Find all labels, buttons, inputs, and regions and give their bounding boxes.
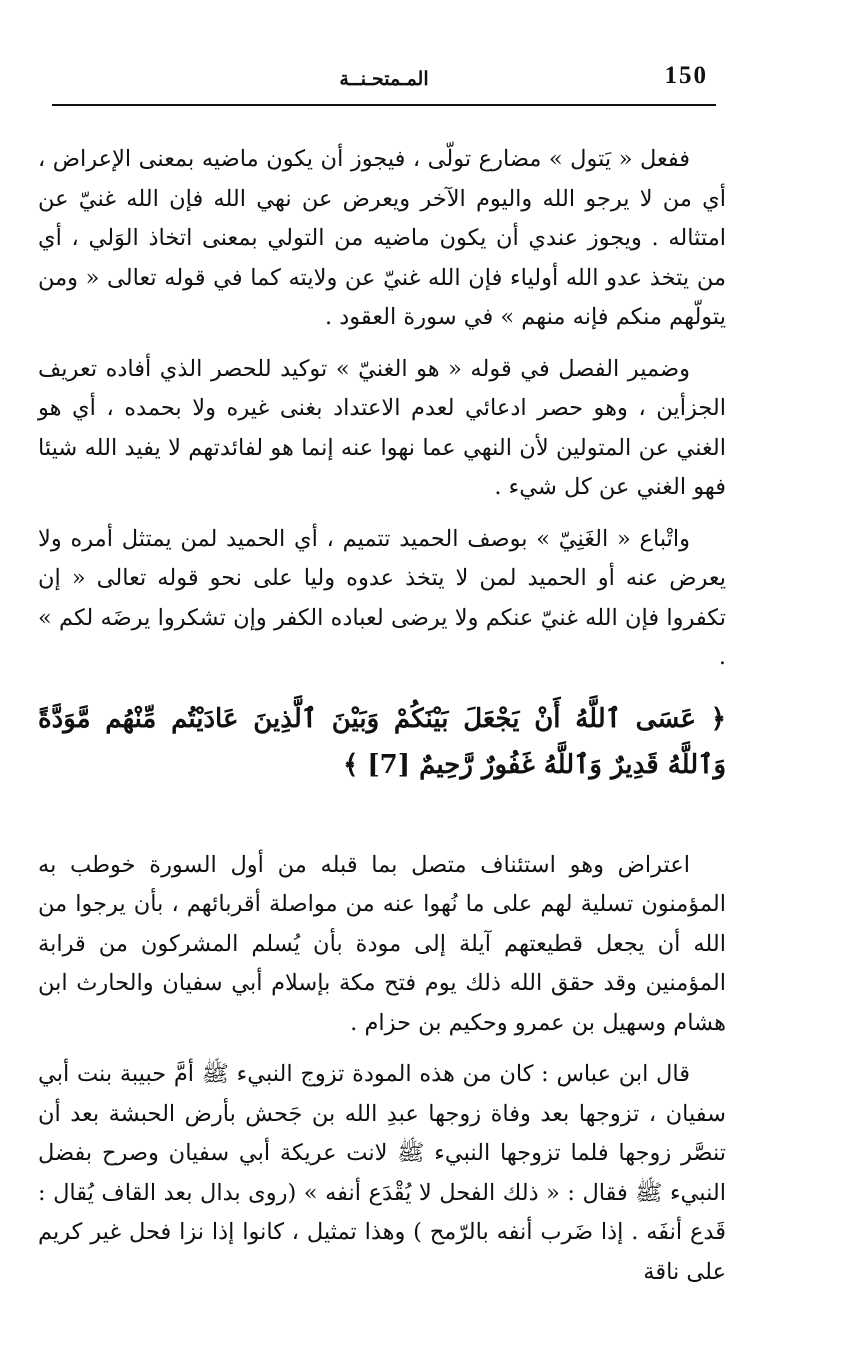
page-number: 150 — [664, 62, 708, 89]
paragraph-5: قال ابن عباس : كان من هذه المودة تزوج النبيء ﷺ أمَّ حبيبة بنت أبي سفيان ، تزوجها بعد وفاة زوجها عبدِ الله بن جَحش بأرض الحبشة بعد أن تنصَّر زوجها فلما تزوجها النبيء ﷺ لانت عريكة أبي سفيان وصرح بفضل النبيء ﷺ فقال : « ذلك الفحل لا يُقْدَع أنفه » (روى بدال بعد القاف يُقال : قَدع أنفَه . إذا ضَرب أنفه بالرّمح ) وهذا تمثيل ، كانوا إذا نزا فحل غير كريم على ناقة — [38, 1061, 726, 1285]
paragraph-4: اعتراض وهو استئناف متصل بما قبله من أول السورة خوطب به المؤمنون تسلية لهم على ما نُهوا عنه من مواصلة أقربائهم ، بأن يرجوا من الله أن يجعل قطيعتهم آيلة إلى مودة بأن يُسلم المشركون من قرابة المؤمنين وقد حقق الله ذلك يوم فتح مكة بإسلام أبي سفيان والحارث ابن هشام وسهيل بن عمرو وحكيم بن حزام . — [38, 851, 726, 1036]
page-body — [38, 140, 726, 1304]
paragraph-2: وضمير الفصل في قوله « هو الغنيّ » توكيد للحصر الذي أفاده تعريف الجزأين ، وهو حصر ادعائي لعدم الاعتداد بغنى غيره ولا بحمده ، أي هو الغني عن المتولين لأن النهي عما نهوا عنه إنما هو لفائدتهم لا يفيد الله شيئا فهو الغني عن كل شيء . — [38, 355, 726, 500]
paragraph-3: واتْباع « الغَنِيّ » بوصف الحميد تتميم ، أي الحميد لمن يمتثل أمره ولا يعرض عنه أو الحميد لمن لا يتخذ عدوه وليا على نحو قوله تعالى « إن تكفروا فإن الله غنيّ عنكم ولا يرضى لعباده الكفر وإن تشكروا يرضَه لكم » . — [38, 525, 726, 670]
running-title: المـمتحـنــة — [339, 68, 429, 90]
quran-verse: ﴿ عَسَى ٱللَّهُ أَنْ يَجْعَلَ بَيْنَكُمْ وَبَيْنَ ٱلَّذِينَ عَادَيْتُم مِّنْهُم مَّوَدَّةً وَٱللَّهُ قَدِيرٌ وَٱللَّهُ غَفُورٌ رَّحِيمٌ [7] ﴾ — [38, 703, 726, 780]
page-header — [52, 60, 716, 106]
paragraph-1: ففعل « يَتول » مضارع تولّى ، فيجوز أن يكون ماضيه بمعنى الإعراض ، أي من لا يرجو الله واليوم الآخر ويعرض عن نهي الله فإن الله غنيّ عن امتثاله . ويجوز عندي أن يكون ماضيه من التولي بمعنى اتخاذ الوَلي ، أي من يتخذ عدو الله أولياء فإن الله غنيّ عن ولايته كما في قوله تعالى « ومن يتولّهم منكم فإنه منهم » في سورة العقود . — [38, 146, 726, 330]
